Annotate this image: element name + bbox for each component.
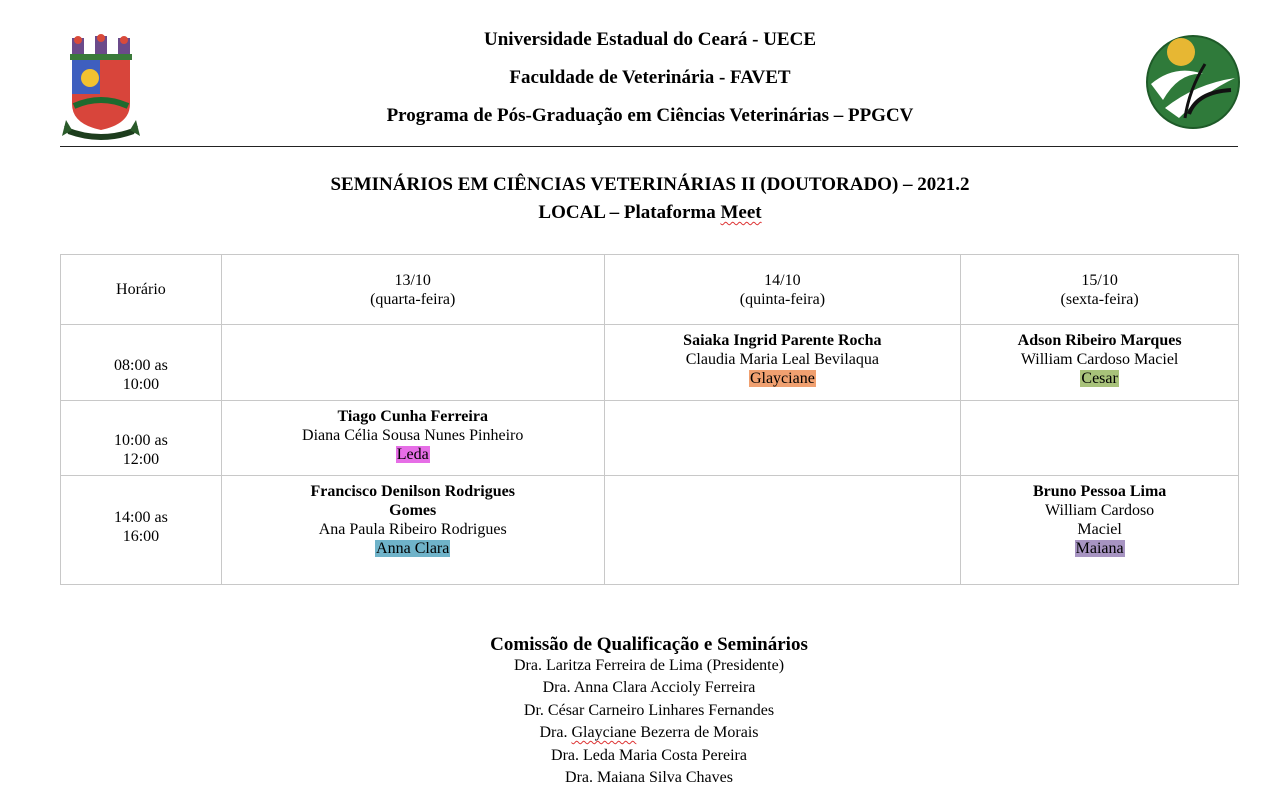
committee-member: Dra. Maiana Silva Chaves — [565, 769, 733, 787]
advisor-name: Ana Paula Ribeiro Rodrigues — [318, 521, 507, 538]
table-row — [61, 401, 1239, 476]
committee-member: Dr. César Carneiro Linhares Fernandes — [523, 701, 775, 719]
committee-title: Comissão de Qualificação e Seminários — [490, 634, 808, 655]
evaluator-tag: Leda — [396, 446, 429, 463]
committee-members — [0, 655, 1280, 789]
advisor-name-cont: Maciel — [1077, 521, 1122, 538]
header-divider — [60, 146, 1238, 147]
advisor-name: Diana Célia Sousa Nunes Pinheiro — [302, 427, 524, 444]
schedule-table — [60, 254, 1239, 585]
day-date: 15/10 — [1081, 271, 1118, 289]
time-column-header: Horário — [61, 255, 222, 325]
student-name-cont: Gomes — [389, 502, 437, 519]
advisor-name: William Cardoso — [1045, 502, 1155, 519]
empty-slot — [604, 476, 961, 585]
seminar-slot — [961, 476, 1239, 585]
empty-slot — [221, 325, 604, 401]
table-header-row — [61, 255, 1239, 325]
location-platform: Meet — [720, 202, 762, 223]
time-cell: 08:00 as 10:00 — [61, 325, 222, 401]
day-weekday: (sexta-feira) — [1060, 290, 1139, 308]
student-name: Tiago Cunha Ferreira — [337, 408, 488, 425]
student-name: Saiaka Ingrid Parente Rocha — [683, 332, 882, 349]
committee-member: Dra. Anna Clara Accioly Ferreira — [542, 679, 756, 697]
document-title: SEMINÁRIOS EM CIÊNCIAS VETERINÁRIAS II (DOUTORADO) – 2021.2 — [330, 174, 970, 195]
program-name: Programa de Pós-Graduação em Ciências Veterinárias – PPGCV — [386, 105, 914, 126]
table-row — [61, 325, 1239, 401]
empty-slot — [961, 401, 1239, 476]
day-header — [221, 255, 604, 325]
day-header — [604, 255, 961, 325]
evaluator-tag: Anna Clara — [376, 540, 450, 557]
location-prefix: LOCAL – Plataforma — [538, 202, 721, 223]
day-date: 14/10 — [764, 271, 801, 289]
student-name: Bruno Pessoa Lima — [1032, 483, 1167, 500]
committee-member: Dra. Leda Maria Costa Pereira — [551, 746, 747, 764]
evaluator-tag: Maiana — [1075, 540, 1124, 557]
time-cell: 10:00 as 12:00 — [61, 401, 222, 476]
empty-slot — [604, 401, 961, 476]
day-date: 13/10 — [394, 271, 431, 289]
evaluator-tag: Cesar — [1081, 370, 1118, 387]
seminar-slot — [961, 325, 1239, 401]
seminar-slot — [221, 476, 604, 585]
advisor-name: Claudia Maria Leal Bevilaqua — [685, 351, 879, 368]
seminar-slot — [604, 325, 961, 401]
day-header — [961, 255, 1239, 325]
day-weekday: (quarta-feira) — [370, 290, 456, 308]
university-name: Universidade Estadual do Ceará - UECE — [484, 29, 816, 50]
table-row — [61, 476, 1239, 585]
advisor-name: William Cardoso Maciel — [1020, 351, 1179, 368]
time-cell: 14:00 as 16:00 — [61, 476, 222, 585]
faculty-name: Faculdade de Veterinária - FAVET — [509, 67, 791, 88]
student-name: Francisco Denilson Rodrigues — [310, 483, 515, 500]
evaluator-tag: Glayciane — [749, 370, 815, 387]
seminar-slot — [221, 401, 604, 476]
committee-member: Dra. Laritza Ferreira de Lima (Presidente) — [513, 657, 785, 674]
student-name: Adson Ribeiro Marques — [1017, 332, 1182, 349]
day-weekday: (quinta-feira) — [739, 290, 826, 308]
committee-member: Dra. Glayciane Bezerra de Morais — [539, 724, 759, 742]
location-line — [0, 202, 1280, 224]
